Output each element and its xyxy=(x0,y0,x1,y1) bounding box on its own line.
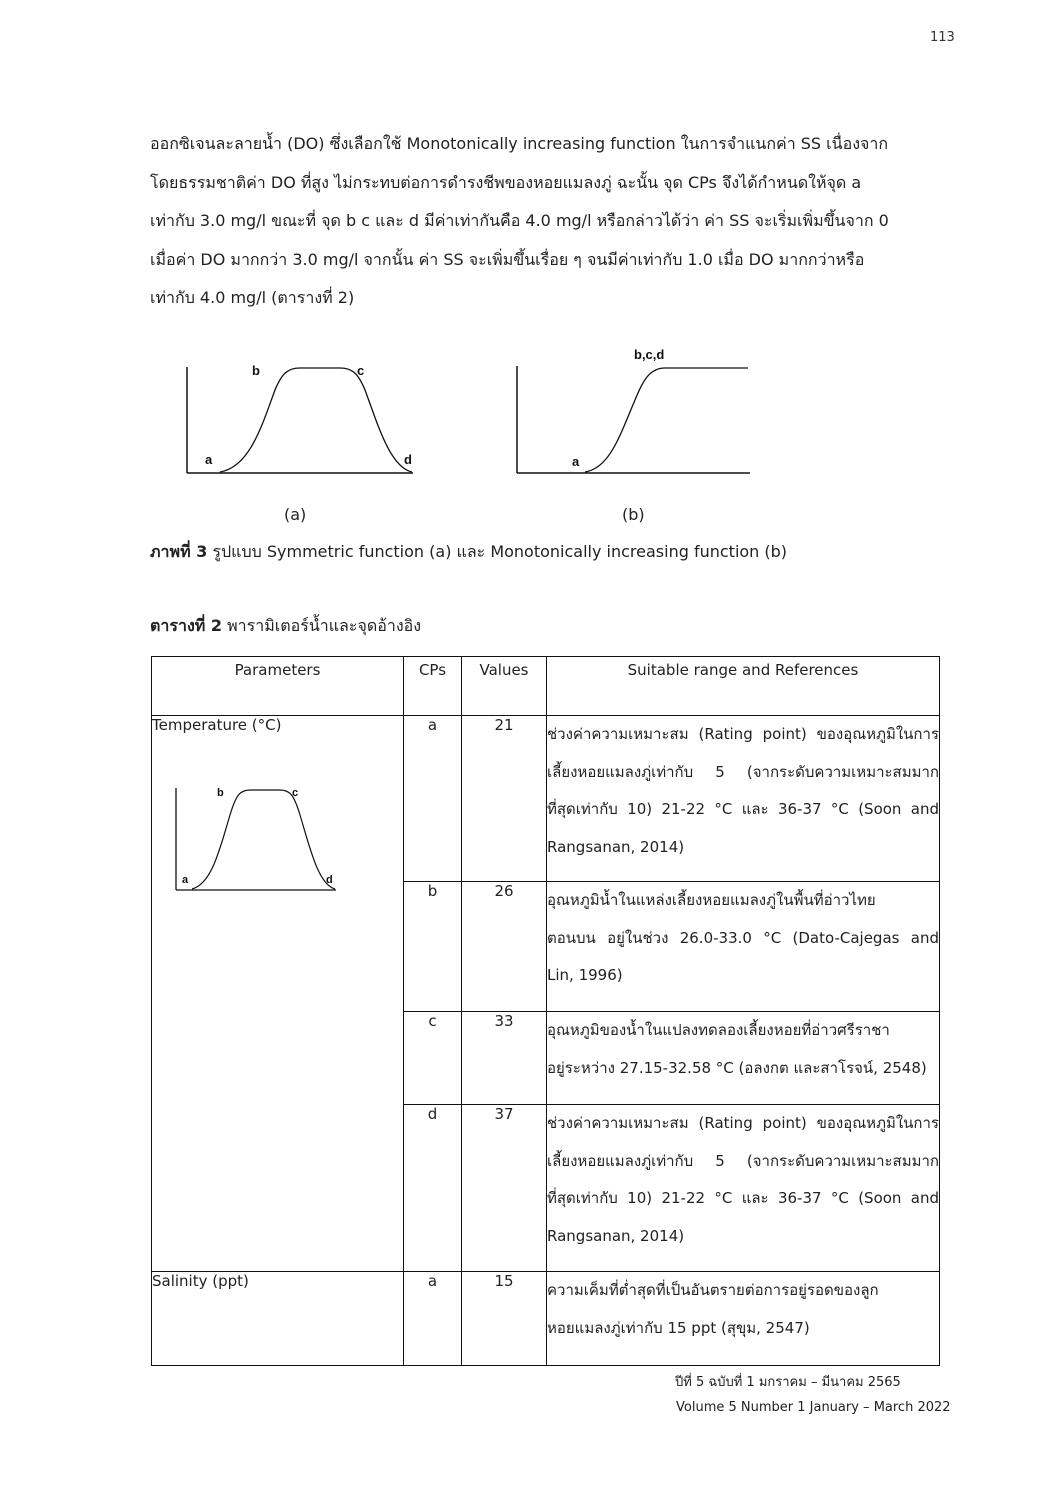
reference-line: ตอนบน อยู่ในช่วง 26.0-33.0 °C (Dato-Cajegas and xyxy=(547,928,939,947)
figure-caption xyxy=(150,540,787,565)
table-row xyxy=(152,1272,940,1366)
point-label-c: c xyxy=(292,787,299,799)
temperature-curve xyxy=(192,790,335,889)
header-parameters: Parameters xyxy=(152,657,404,716)
value-cell: 21 xyxy=(462,716,547,882)
cp-cell: c xyxy=(404,1012,462,1105)
monotonic-curve xyxy=(585,368,748,472)
reference-line: อุณหภูมิของน้ำในแปลงทดลองเลี้ยงหอยที่อ่าวศรีราชา xyxy=(547,1021,890,1039)
value-cell: 37 xyxy=(462,1105,547,1272)
reference-cell xyxy=(547,1272,940,1366)
parameter-name: Temperature (°C) xyxy=(152,716,282,734)
reference-line: ที่สุดเท่ากับ 10) 21-22 °C และ 36-37 °C (Soon and xyxy=(547,1189,939,1207)
point-label-bcd: b,c,d xyxy=(634,347,665,362)
value-cell: 26 xyxy=(462,882,547,1012)
header-references: Suitable range and References xyxy=(547,657,940,716)
reference-cell xyxy=(547,1012,940,1105)
reference-line: ช่วงค่าความเหมาะสม (Rating point) ของอุณหภูมิในการ xyxy=(547,1114,939,1132)
reference-line: Rangsanan, 2014) xyxy=(547,1226,685,1245)
point-label-b: b xyxy=(217,787,224,799)
figure-caption-text: รูปแบบ Symmetric function (a) และ Monotonically increasing function (b) xyxy=(207,542,788,561)
point-label-a: a xyxy=(572,454,580,469)
subfigure-label-b: (b) xyxy=(622,505,645,524)
cp-cell: a xyxy=(404,716,462,882)
value-cell: 33 xyxy=(462,1012,547,1105)
table-caption-text: พารามิเตอร์น้ำและจุดอ้างอิง xyxy=(222,616,422,635)
reference-line: ที่สุดเท่ากับ 10) 21-22 °C และ 36-37 °C (Soon and xyxy=(547,800,939,818)
symmetric-function-graph xyxy=(180,355,420,480)
paragraph-line: โดยธรรมชาติค่า DO ที่สูง ไม่กระทบต่อการดำรงชีพของหอยแมลงภู่ ฉะนั้น จุด CPs จึงได้กำหนดให้จุด a xyxy=(150,172,862,192)
reference-line: เลี้ยงหอยแมลงภู่เท่ากับ 5 (จากระดับความเหมาะสมมาก xyxy=(547,762,939,781)
reference-cell xyxy=(547,716,940,882)
page-number: 113 xyxy=(930,30,955,45)
point-label-b: b xyxy=(252,363,260,378)
parameters-table xyxy=(151,656,940,1366)
reference-line: อุณหภูมิน้ำในแหล่งเลี้ยงหอยแมลงภู่ในพื้นที่อ่าวไทย xyxy=(547,891,876,909)
header-cps: CPs xyxy=(404,657,462,716)
reference-line: เลี้ยงหอยแมลงภู่เท่ากับ 5 (จากระดับความเหมาะสมมาก xyxy=(547,1151,939,1170)
table-header-row xyxy=(152,657,940,716)
paragraph-line: เมื่อค่า DO มากกว่า 3.0 mg/l จากนั้น ค่า SS จะเพิ่มขึ้นเรื่อย ๆ จนมีค่าเท่ากับ 1.0 เมื่อ DO มากกว่าหรือ xyxy=(150,249,865,269)
reference-line: อยู่ระหว่าง 27.15-32.58 °C (อลงกต และสาโรจน์, 2548) xyxy=(547,1058,927,1077)
monotonic-function-graph xyxy=(510,340,755,480)
cp-cell: b xyxy=(404,882,462,1012)
reference-line: ช่วงค่าความเหมาะสม (Rating point) ของอุณหภูมิในการ xyxy=(547,725,939,743)
symmetric-curve xyxy=(220,368,412,472)
parameter-cell-temperature xyxy=(152,716,404,1272)
body-paragraph xyxy=(150,125,950,318)
figure-caption-label: ภาพที่ 3 xyxy=(150,542,208,561)
point-label-a: a xyxy=(182,874,189,886)
paragraph-line: เท่ากับ 3.0 mg/l ขณะที่ จุด b c และ d มีค่าเท่ากันคือ 4.0 mg/l หรือกล่าวได้ว่า ค่า SS จะเริ่มเพิ่มขึ้นจาก 0 xyxy=(150,211,889,230)
reference-line: หอยแมลงภู่เท่ากับ 15 ppt (สุขุม, 2547) xyxy=(547,1318,810,1337)
reference-line: Rangsanan, 2014) xyxy=(547,837,685,856)
reference-line: Lin, 1996) xyxy=(547,966,623,984)
value-cell: 15 xyxy=(462,1272,547,1366)
parameter-cell-salinity: Salinity (ppt) xyxy=(152,1272,404,1366)
table-caption xyxy=(150,614,421,639)
point-label-c: c xyxy=(357,363,365,378)
point-label-d: d xyxy=(404,452,412,467)
paragraph-line: เท่ากับ 4.0 mg/l (ตารางที่ 2) xyxy=(150,288,355,307)
point-label-d: d xyxy=(326,874,333,886)
footer-thai-issue: ปีที่ 5 ฉบับที่ 1 มกราคม – มีนาคม 2565 xyxy=(675,1375,901,1390)
reference-cell xyxy=(547,1105,940,1272)
header-values: Values xyxy=(462,657,547,716)
cp-cell: d xyxy=(404,1105,462,1272)
paragraph-line: ออกซิเจนละลายน้ำ (DO) ซึ่งเลือกใช้ Monotonically increasing function ในการจำแนกค่า SS เนื่องจาก xyxy=(150,134,889,153)
table-caption-label: ตารางที่ 2 xyxy=(150,616,223,635)
reference-cell xyxy=(547,882,940,1012)
table-row xyxy=(152,716,940,882)
temperature-symmetric-graph xyxy=(170,780,340,895)
footer-english-issue: Volume 5 Number 1 January – March 2022 xyxy=(676,1400,951,1415)
cp-cell: a xyxy=(404,1272,462,1366)
reference-line: ความเค็มที่ต่ำสุดที่เป็นอันตรายต่อการอยู่รอดของลูก xyxy=(547,1281,879,1299)
subfigure-label-a: (a) xyxy=(284,505,307,524)
point-label-a: a xyxy=(205,452,213,467)
